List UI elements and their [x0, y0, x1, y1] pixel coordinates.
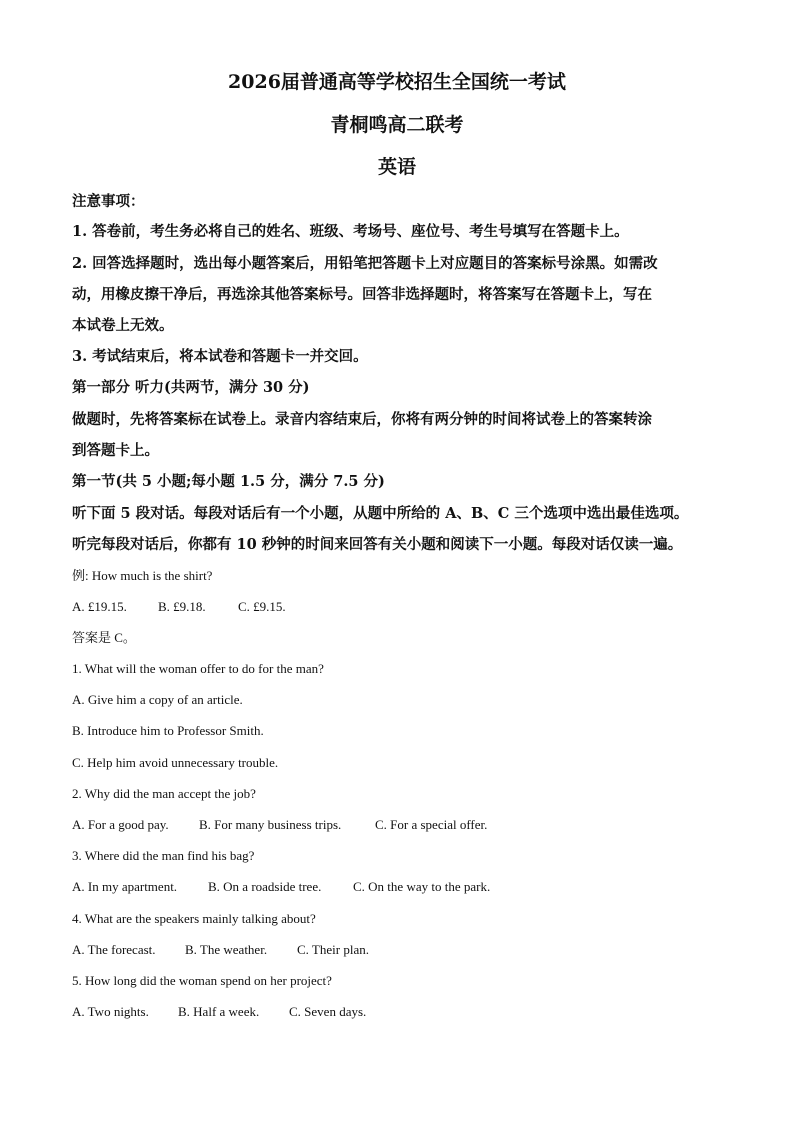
exam-title: 2026届普通高等学校招生全国统一考试 — [228, 71, 566, 93]
question-1-option-c: C. Help him avoid unnecessary trouble. — [72, 755, 279, 770]
example-option-b: B. £9.18. — [158, 599, 206, 614]
example-answer: 答案是 C。 — [72, 630, 136, 645]
question-2: 2. Why did the man accept the job? — [72, 786, 256, 801]
notice-item-3: 3. 考试结束后，将本试卷和答题卡一并交回。 — [72, 348, 368, 365]
part1-instruction-line-2: 到答题卡上。 — [72, 442, 159, 459]
exam-subtitle: 青桐鸣高二联考 — [330, 114, 464, 136]
section1-heading: 第一节(共 5 小题;每小题 1.5 分，满分 7.5 分) — [72, 473, 385, 490]
question-5-option-b: B. Half a week. — [178, 1004, 260, 1019]
question-2-option-c: C. For a special offer. — [375, 817, 488, 832]
question-5-option-a: A. Two nights. — [72, 1004, 149, 1019]
question-1-option-b: B. Introduce him to Professor Smith. — [72, 723, 264, 738]
question-4-option-c: C. Their plan. — [297, 942, 369, 957]
question-3-option-a: A. In my apartment. — [72, 879, 178, 894]
question-1-option-a: A. Give him a copy of an article. — [72, 692, 243, 707]
question-4: 4. What are the speakers mainly talking about? — [72, 911, 316, 926]
example-question: 例: How much is the shirt? — [72, 568, 213, 583]
question-5-options — [72, 1002, 366, 1022]
subject-title: 英语 — [377, 156, 416, 178]
question-5-option-c: C. Seven days. — [289, 1004, 367, 1019]
notice-item-1: 1. 答卷前，考生务必将自己的姓名、班级、考场号、座位号、考生号填写在答题卡上。 — [72, 223, 629, 240]
example-options — [72, 597, 286, 617]
question-1: 1. What will the woman offer to do for the man? — [72, 661, 324, 676]
question-3-option-c: C. On the way to the park. — [353, 879, 491, 894]
part1-heading: 第一部分 听力(共两节，满分 30 分) — [72, 379, 310, 396]
notice-item-2-line-2: 动，用橡皮擦干净后，再选涂其他答案标号。回答非选择题时，将答案写在答题卡上，写在 — [72, 286, 652, 303]
part1-instruction-line-1: 做题时，先将答案标在试卷上。录音内容结束后，你将有两分钟的时间将试卷上的答案转涂 — [72, 411, 652, 428]
question-2-option-b: B. For many business trips. — [199, 817, 342, 832]
question-3-options — [72, 877, 490, 897]
notice-item-2-line-1: 2. 回答选择题时，选出每小题答案后，用铅笔把答题卡上对应题目的答案标号涂黑。如需改 — [72, 255, 658, 272]
question-2-option-a: A. For a good pay. — [72, 817, 169, 832]
question-3-option-b: B. On a roadside tree. — [208, 879, 322, 894]
example-option-c: C. £9.15. — [238, 599, 286, 614]
question-5: 5. How long did the woman spend on her project? — [72, 973, 332, 988]
question-2-options — [72, 815, 487, 835]
section1-instruction-line-2: 听完每段对话后，你都有 10 秒钟的时间来回答有关小题和阅读下一小题。每段对话仅读一遍。 — [72, 536, 683, 553]
question-4-option-b: B. The weather. — [185, 942, 268, 957]
question-4-options — [72, 940, 369, 960]
section1-instruction-line-1: 听下面 5 段对话。每段对话后有一个小题，从题中所给的 A、B、C 三个选项中选出最佳选项。 — [72, 505, 689, 522]
notice-item-2-line-3: 本试卷上无效。 — [72, 317, 174, 334]
notice-heading: 注意事项： — [72, 193, 145, 210]
question-4-option-a: A. The forecast. — [72, 942, 156, 957]
example-option-a: A. £19.15. — [72, 599, 127, 614]
question-3: 3. Where did the man find his bag? — [72, 848, 255, 863]
